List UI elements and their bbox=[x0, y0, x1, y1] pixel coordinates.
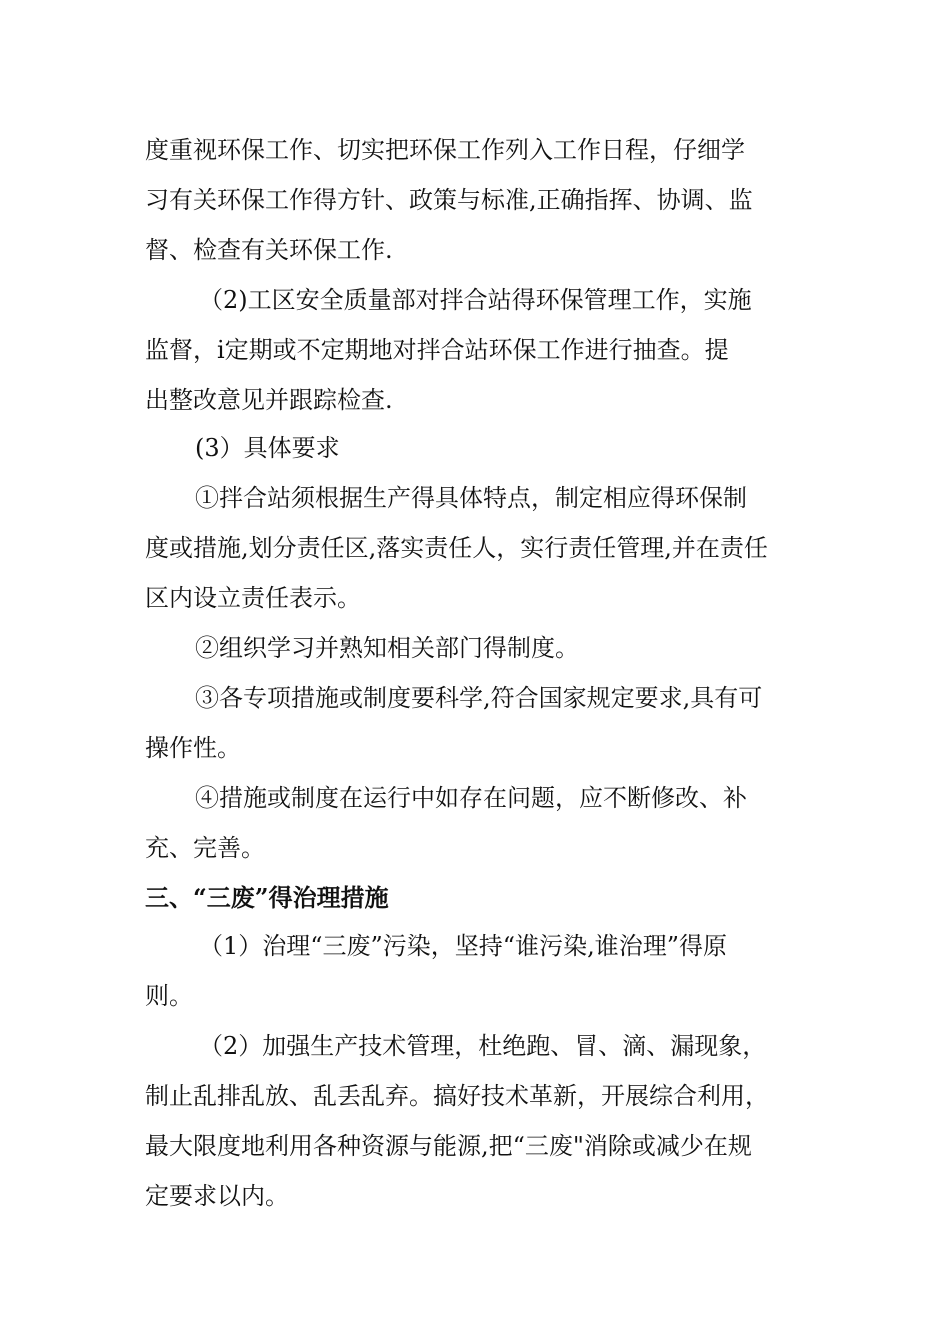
paragraph-leadership-duties bbox=[145, 125, 810, 275]
text-line: 操作性。 bbox=[145, 734, 241, 762]
text-line: 度重视环保工作、切实把环保工作列入工作日程，仔细学 bbox=[145, 136, 745, 164]
text-line: (3）具体要求 bbox=[195, 434, 340, 462]
text-line: （2)工区安全质量部对拌合站得环保管理工作，实施 bbox=[199, 286, 752, 314]
paragraph-specific-requirements bbox=[145, 423, 810, 473]
text-line: 度或措施,划分责任区,落实责任人，实行责任管理,并在责任 bbox=[145, 534, 768, 562]
text-line: （1）治理“三废”污染，坚持“谁污染,谁治理”得原 bbox=[199, 932, 727, 960]
text-line: 定要求以内。 bbox=[145, 1182, 289, 1210]
text-line: 充、完善。 bbox=[145, 834, 265, 862]
text-line: ②组织学习并熟知相关部门得制度。 bbox=[195, 634, 579, 662]
text-line: 区内设立责任表示。 bbox=[145, 584, 361, 612]
text-line: 则。 bbox=[145, 982, 193, 1010]
section-heading: 三、“三废”得治理措施 bbox=[145, 883, 389, 912]
paragraph-safety-dept-supervision bbox=[145, 275, 810, 425]
text-line: 督、检查有关环保工作. bbox=[145, 236, 393, 264]
text-line: 出整改意见并跟踪检查. bbox=[145, 386, 393, 414]
text-line: ①拌合站须根据生产得具体特点，制定相应得环保制 bbox=[195, 484, 747, 512]
text-line: 监督，ⅰ定期或不定期地对拌合站环保工作进行抽查。提 bbox=[145, 336, 729, 364]
text-line: （2）加强生产技术管理，杜绝跑、冒、滴、漏现象， bbox=[199, 1032, 767, 1060]
paragraph-requirement-1 bbox=[145, 473, 810, 623]
text-line: ④措施或制度在运行中如存在问题，应不断修改、补 bbox=[195, 784, 747, 812]
text-line: 习有关环保工作得方针、政策与标准,正确指挥、协调、监 bbox=[145, 186, 753, 214]
text-line: ③各专项措施或制度要科学,符合国家规定要求,具有可 bbox=[195, 684, 763, 712]
paragraph-requirement-3 bbox=[145, 673, 810, 773]
paragraph-governance-principle bbox=[145, 921, 810, 1021]
paragraph-requirement-2 bbox=[145, 623, 810, 673]
paragraph-requirement-4 bbox=[145, 773, 810, 873]
text-line: 最大限度地利用各种资源与能源,把“三废"消除或减少在规 bbox=[145, 1132, 752, 1160]
paragraph-production-management bbox=[145, 1021, 810, 1221]
text-line: 制止乱排乱放、乱丢乱弃。搞好技术革新，开展综合利用， bbox=[145, 1082, 769, 1110]
